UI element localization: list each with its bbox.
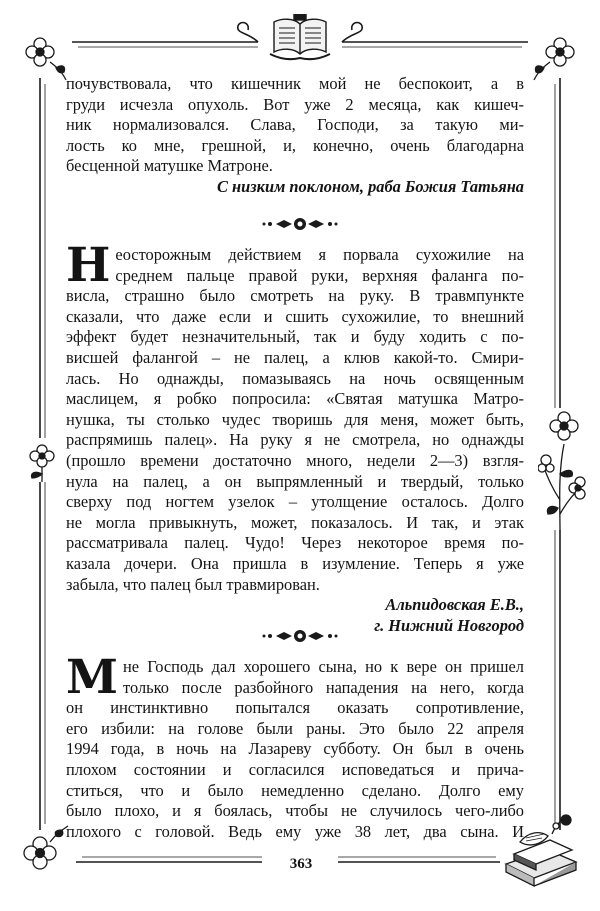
story-3-line-7: ститься, что и было немедленно сделано. Долго ему [66,780,524,800]
story-1-signature: С низким поклоном, раба Божия Татьяна [217,176,524,196]
story-2-line-7: лась. Но однажды, помазываясь на ночь освященным [66,368,524,388]
story-2-line-17: забыла, что палец был травмирован. [66,574,320,594]
story-2-line-16: казала дочери. Она пришла в изумление. Теперь я уже [66,553,524,573]
story-1-line-5: бесценной матушке Матроне. [66,156,273,176]
flower-bouquet-icon [538,404,588,534]
flower-icon [22,438,62,484]
story-2-line-1: еосторожным действием я порвала сухожилие на [115,245,524,264]
story-2-line-14: не могла привыкнуть, может, показалось. И так, и этак [66,512,524,532]
ornamental-divider-icon [258,217,342,231]
ornamental-divider-icon [258,629,342,643]
page-number: 363 [289,856,313,872]
story-3-line-5: 1994 года, в ночь на Лазареву субботу. Он был в очень [66,739,524,759]
flower-icon [16,822,72,878]
story-3-line-9: плохого с головой. Ведь ему уже 38 лет, два сына. И [66,821,524,841]
story-2-line-6: висшей фалангой – не палец, а клюв какой-то. Смири- [66,347,524,367]
story-3 [66,650,524,842]
story-2-line-13: сверху под ногтем узелок – утолщение осталось. Долго [66,492,524,512]
story-1-line-1: почувствовала, что кишечник мой не беспокоит, а в [66,74,524,93]
flower-icon [18,30,70,82]
story-3-line-4: его избили: на голове были раны. Это было 22 апреля [66,718,524,738]
dropcap-letter: М [66,650,119,705]
open-book-icon [268,14,332,64]
story-2-signature-name: Альпидовская Е.В., [385,595,524,615]
story-2-line-11: (прошло времени достаточно много, недели 2—3) взгля- [66,450,524,470]
story-1-line-4: лость ко мне, грешной, и, конечно, очень благодарна [66,135,524,155]
flower-icon [530,30,582,82]
story-1 [66,74,524,198]
story-2-line-3: висла, страшно было смотреть на руку. В травмпункте [66,286,524,306]
story-2-line-9: нушка, ты столько чудес творишь для меня, может быть, [66,409,524,429]
story-1-line-3: ник нормализовался. Слава, Господи, за такую ми- [66,115,524,135]
story-3-line-3: он инстинктивно попытался оказать сопротивление, [66,698,524,718]
story-3-line-2: только после разбойного нападения на него, когда [123,677,524,697]
story-2-line-4: сказали, что даже если и сшить сухожилие, то внешний [66,306,524,326]
story-3-line-8: было плохо, и я боялась, чтобы не случилось чего-либо [66,801,524,821]
story-2-line-2: среднем пальце правой руки, верхняя фаланга по- [115,265,524,285]
story-2-line-5: эффект будет незначительный, так и буду ходить с по- [66,327,524,347]
story-2-signature-city: г. Нижний Новгород [374,615,524,635]
story-2-line-15: рассматривала палец. Чудо! Через некоторое время по- [66,533,524,553]
story-3-line-6: плохом состоянии и согласился исповедаться и прича- [66,759,524,779]
story-2-line-12: нула на палец, а он выпрямленный и твердый, только [66,471,524,491]
story-2 [66,238,524,636]
story-3-line-1: не Господь дал хорошего сына, но к вере он пришел [123,657,524,676]
dropcap-letter: Н [66,238,111,293]
story-2-line-10: распрямишь палец». На руку я не смотрела, но однажды [66,430,524,450]
story-2-line-8: маслицем, я робко попросила: «Святая матушка Матро- [66,389,524,409]
story-1-line-2: груди исчезла опухоль. Вот уже 2 месяца, как кишеч- [66,94,524,114]
